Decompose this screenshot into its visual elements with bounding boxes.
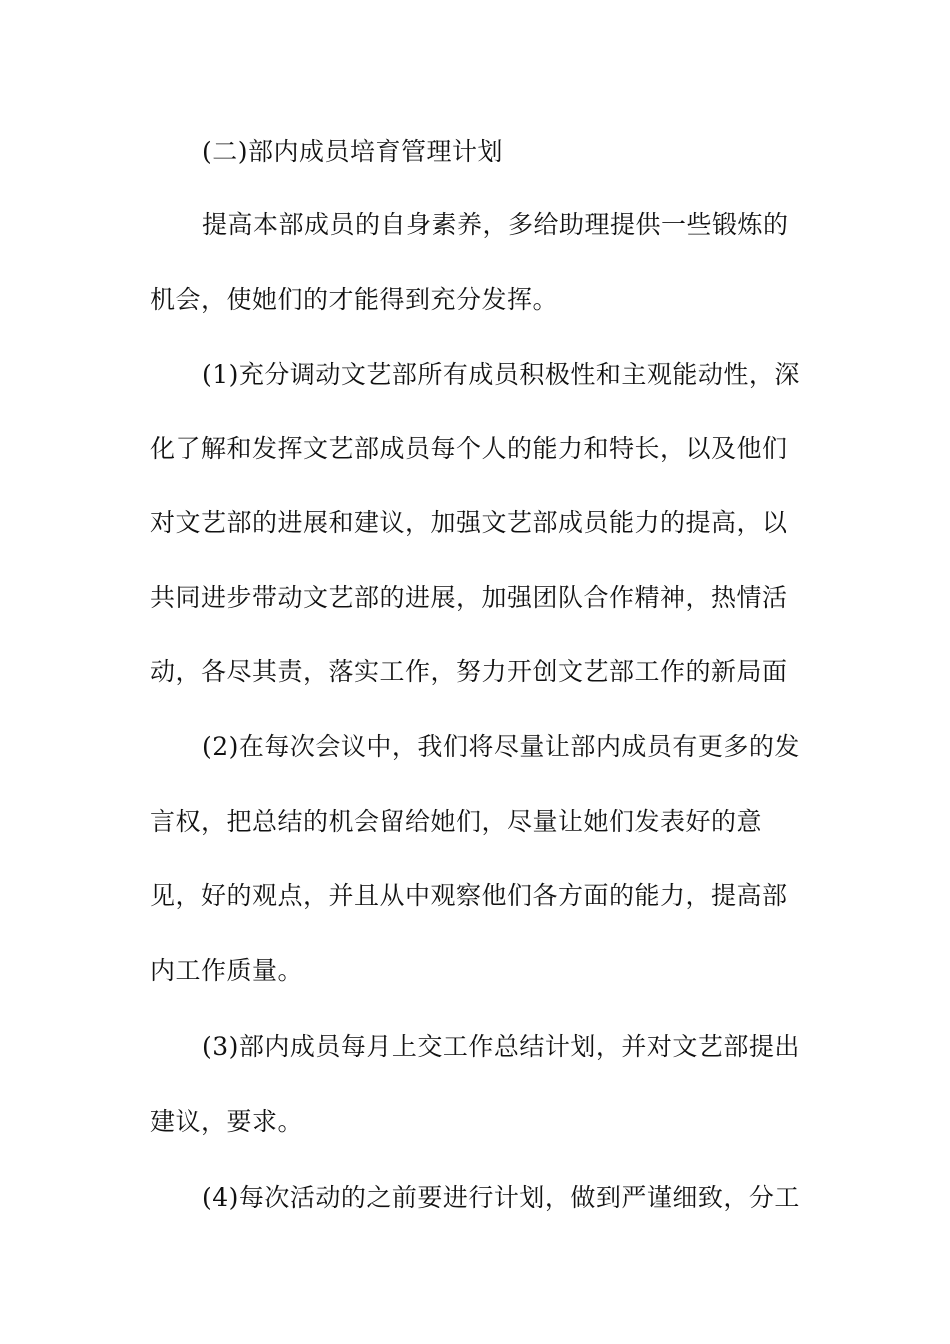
paragraph-line: 建议，要求。 [150, 1107, 304, 1136]
paragraph-line: 内工作质量。 [150, 956, 304, 985]
paragraph-line: (3)部内成员每月上交工作总结计划，并对文艺部提出 [202, 1032, 800, 1061]
paragraph-line: (4)每次活动的之前要进行计划，做到严谨细致，分工 [202, 1183, 800, 1212]
paragraph-line: 动，各尽其责，落实工作，努力开创文艺部工作的新局面 [150, 657, 788, 686]
paragraph-line: (1)充分调动文艺部所有成员积极性和主观能动性，深 [202, 360, 800, 389]
paragraph-line: (2)在每次会议中，我们将尽量让部内成员有更多的发 [202, 732, 800, 761]
section-heading: (二)部内成员培育管理计划 [202, 137, 504, 166]
paragraph-line: 机会，使她们的才能得到充分发挥。 [150, 285, 559, 314]
paragraph-line: 共同进步带动文艺部的进展，加强团队合作精神，热情活 [150, 583, 788, 612]
paragraph-line: 见，好的观点，并且从中观察他们各方面的能力，提高部 [150, 881, 788, 910]
paragraph-line: 言权，把总结的机会留给她们，尽量让她们发表好的意 [150, 807, 763, 836]
paragraph-line: 提高本部成员的自身素养，多给助理提供一些锻炼的 [202, 210, 789, 239]
paragraph-line: 化了解和发挥文艺部成员每个人的能力和特长，以及他们 [150, 434, 788, 463]
paragraph-line: 对文艺部的进展和建议，加强文艺部成员能力的提高，以 [150, 508, 788, 537]
